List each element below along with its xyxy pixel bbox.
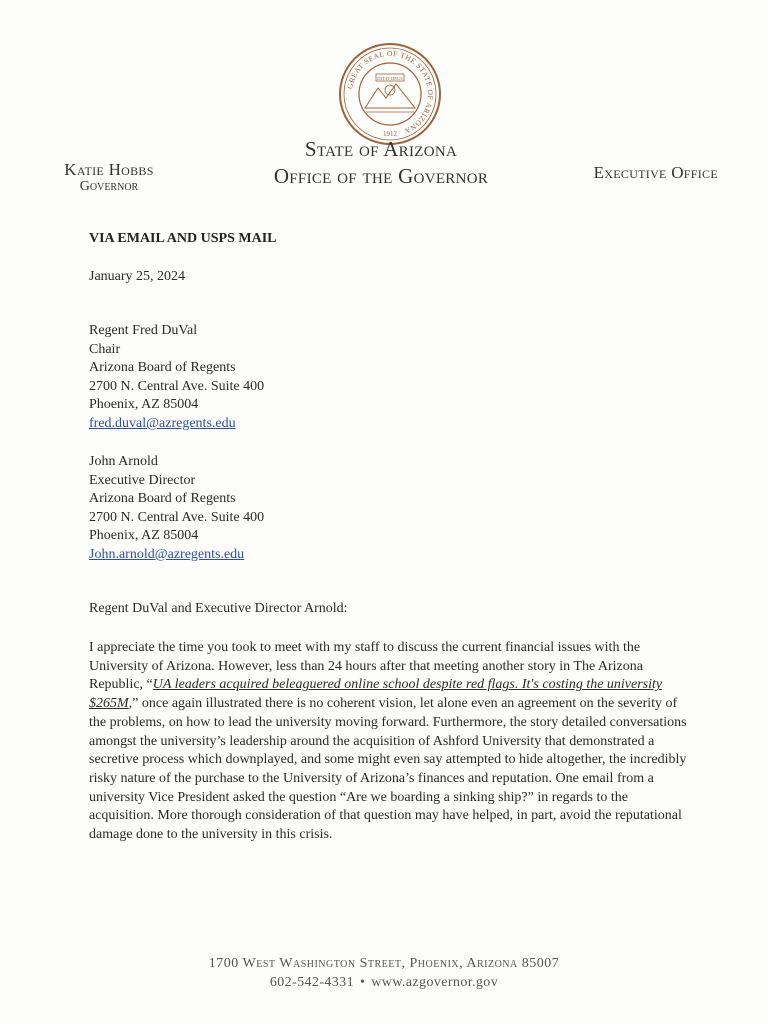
letter-date: January 25, 2024 [89, 269, 186, 284]
recipient-title: Executive Director [89, 472, 196, 488]
recipient-street: 2700 N. Central Ave. Suite 400 [89, 509, 265, 525]
recipient-email-link[interactable]: fred.duval@azregents.edu [89, 415, 236, 431]
footer-phone: 602-542-4331 [269, 975, 354, 990]
executive-office: Executive Office [593, 163, 718, 182]
recipient-email-link[interactable]: John.arnold@azregents.edu [89, 546, 245, 562]
office-name: Office of the Governor [273, 164, 489, 188]
seal-ring-text: GREAT SEAL OF THE STATE OF ARIZONA [345, 48, 436, 136]
article-title-link[interactable]: UA leaders acquired beleaguered online school despite red flags. It's costing the university $265M [89, 677, 663, 712]
recipient-org: Arizona Board of Regents [89, 491, 236, 507]
body-paragraph [89, 639, 689, 845]
executive-office-block [594, 163, 718, 183]
footer-address: 1700 West Washington Street, Phoenix, Arizona 85007 [208, 956, 560, 971]
recipient-city: Phoenix, AZ 85004 [89, 397, 199, 413]
recipient-name: Regent Fred DuVal [89, 323, 198, 338]
governor-name: Katie Hobbs [64, 160, 154, 179]
recipient-org: Arizona Board of Regents [89, 360, 236, 376]
paragraph-text-end: ,” once again illustrated there is no coherent vision, let alone even an agreement on the severity of the problems, on how to lead the university moving forward. Furthermore, the story detailed conversations amongst the university’s leadership around the acquisition of Ashford University that demonstrated a secretive process which downplayed, and some might even say attempted to hide altogether, the incredibly risky nature of the purchase to the University of Arizona’s finances and reputation. One email from a university Vice President asked the question “Are we boarding a sinking ship?” in regards to the acquisition. More thorough consideration of that question may have helped, in part, avoid the reputational damage done to the university in this crisis. [89, 696, 687, 843]
seal-year: 1912 [383, 130, 397, 138]
recipient-address [89, 322, 264, 434]
governor-block [54, 161, 164, 195]
bullet-separator: • [359, 975, 366, 990]
footer-contact [0, 975, 768, 991]
state-name: State of Arizona [304, 137, 458, 161]
office-title-block [250, 136, 512, 190]
recipient-street: 2700 N. Central Ave. Suite 400 [89, 378, 265, 394]
recipient-address [89, 453, 264, 565]
delivery-method: VIA EMAIL AND USPS MAIL [89, 231, 277, 246]
great-seal-icon [338, 42, 442, 146]
salutation: Regent DuVal and Executive Director Arnold: [89, 601, 348, 616]
seal-motto: DITAT DEUS [377, 76, 403, 81]
recipient-title: Chair [89, 341, 121, 357]
recipient-city: Phoenix, AZ 85004 [89, 528, 199, 544]
paragraph-text-start: I appreciate the time you took to meet with my staff to discuss the current financial issues with the University of Arizona. However, less than 24 hours after that meeting another story in The Arizona Republic, “ [89, 640, 643, 693]
governor-title: Governor [79, 179, 139, 194]
footer-website[interactable]: www.azgovernor.gov [371, 975, 499, 990]
recipient-name: John Arnold [89, 454, 158, 469]
